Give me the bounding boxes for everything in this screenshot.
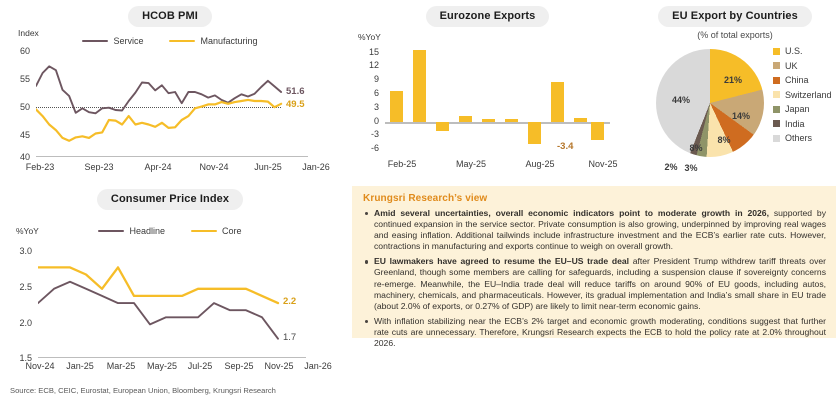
hcob-pmi-endlabel-service: 51.6 — [286, 86, 305, 97]
xtick: Feb-23 — [25, 162, 55, 172]
pie-label-japan: 3% — [684, 163, 698, 173]
ytick: 12 — [368, 60, 379, 70]
pie-legend-item-uk — [773, 59, 832, 74]
legend-swatch-service — [82, 40, 108, 43]
exports-y-unit: %YoY — [358, 32, 381, 42]
pie-title: EU Export by Countries — [658, 6, 812, 27]
xtick: Nov-25 — [588, 159, 618, 169]
bar — [390, 91, 403, 122]
exports-plot — [385, 45, 610, 153]
cpi-yaxis — [0, 186, 32, 386]
source-note: Source: ECB, CEIC, Eurostat, European Union, Bloomberg, Krungsri Research — [10, 386, 276, 395]
series-line-service — [36, 66, 281, 113]
pie-legend-item-china — [773, 73, 832, 88]
hcob-pmi-yaxis — [0, 0, 30, 182]
pie-legend-label-switzerland: Switzerland — [785, 89, 832, 100]
research-bullet-3-rest: With inflation stabilizing near the ECB’s 2% target and economic growth moderating, conditions suggest that further rate cuts are unnecessary. Therefore, Krungsri Research expects the ECB to hold the policy rate at 2.0% throughout 2026. — [374, 315, 826, 349]
hcob-pmi-lines — [36, 45, 308, 157]
research-bullet-list — [363, 208, 826, 349]
hcob-pmi-y-unit: Index — [18, 28, 39, 38]
cpi-legend — [75, 226, 265, 236]
cpi-title: Consumer Price Index — [97, 189, 243, 210]
hcob-pmi-xaxis — [0, 162, 340, 178]
pie-label-others: 44% — [671, 95, 691, 105]
bar — [591, 122, 604, 140]
xtick: Nov-24 — [199, 162, 229, 172]
ytick: 2.0 — [19, 318, 32, 328]
eurozone-exports-panel — [345, 0, 630, 182]
xtick: Sep-23 — [84, 162, 114, 172]
research-bullet-1 — [363, 208, 826, 252]
pie-legend-label-japan: Japan — [785, 104, 810, 115]
ytick: 3.0 — [19, 246, 32, 256]
legend-swatch-manufacturing — [169, 40, 195, 43]
cpi-title-wrap — [0, 189, 340, 210]
ytick: 40 — [19, 152, 30, 162]
pie-legend-label-china: China — [785, 75, 809, 86]
ytick: 55 — [19, 74, 30, 84]
pie-title-wrap — [630, 6, 840, 27]
pie-legend-swatch-switzerland — [773, 91, 780, 98]
eu-export-countries-panel — [630, 0, 840, 182]
research-heading: Krungsri Research’s view — [363, 193, 488, 204]
legend-swatch-headline — [98, 230, 124, 233]
legend-label-core: Core — [222, 226, 242, 236]
xtick: May-25 — [455, 159, 487, 169]
ytick: 9 — [373, 74, 379, 84]
pie-legend-item-japan — [773, 102, 832, 117]
krungsri-research-view-box — [352, 186, 836, 349]
pie-legend-swatch-india — [773, 120, 780, 127]
xtick: Aug-25 — [525, 159, 555, 169]
ytick: 0 — [373, 116, 379, 126]
cpi-endlabel-headline: 1.7 — [283, 332, 297, 343]
ytick: 50 — [19, 102, 30, 112]
pie-legend-item-switzerland — [773, 88, 832, 103]
research-bullet-2-rest: after President Trump withdrew tariff threats over Greenland, though some members are calling for safeguards, including a suspension clause if sovereignty concerns re-emerge. Meanwhile, the EU–India trade deal will reduce tariffs on around 90% of EU goods, including autos, machinery, chemicals, and pharmaceuticals. However, its gradual implementation and India’s small share in EU trade (about 2.0% of exports, or 0.27% of GDP) are likely to limit near-term economic gains. — [374, 256, 827, 311]
research-bullet-3 — [363, 316, 826, 349]
xtick: Nov-24 — [25, 361, 55, 371]
pie-label-uk: 14% — [731, 111, 751, 121]
research-bullet-2-bold: EU lawmakers have agreed to resume the EU–US trade deal — [374, 256, 630, 267]
ytick: 45 — [19, 130, 30, 140]
cpi-panel — [0, 186, 340, 386]
exports-xaxis — [345, 159, 630, 175]
research-bullet-1-bold: Amid several uncertainties, overall economic indicators point to moderate growth in 2026, — [374, 208, 769, 218]
pie-legend-swatch-china — [773, 77, 780, 84]
xtick: Feb-25 — [387, 159, 417, 169]
cpi-endlabel-core: 2.2 — [283, 296, 297, 307]
bar — [459, 116, 472, 122]
legend-swatch-core — [191, 230, 217, 233]
xtick: Mar-25 — [106, 361, 136, 371]
ytick: 60 — [19, 46, 30, 56]
pie-subtitle: (% of total exports) — [697, 30, 773, 40]
cpi-lines — [38, 246, 310, 358]
pie-legend-swatch-uk — [773, 62, 780, 69]
pie-label-switzerland: 8% — [689, 143, 703, 153]
ytick: 6 — [373, 88, 379, 98]
pie-label-china: 8% — [717, 135, 731, 145]
xtick: Jun-25 — [254, 162, 282, 172]
exports-title-wrap — [345, 6, 630, 27]
bar — [528, 122, 541, 144]
legend-item-headline — [98, 226, 165, 236]
bar — [551, 82, 564, 122]
pie-legend-label-us: U.S. — [785, 46, 803, 57]
series-line-headline — [38, 282, 278, 339]
pie-legend-swatch-others — [773, 135, 780, 142]
hcob-pmi-panel — [0, 0, 340, 182]
research-bullet-2 — [363, 256, 826, 311]
bar — [574, 118, 587, 122]
pie-legend-label-india: India — [785, 118, 805, 129]
xtick: Jan-26 — [304, 361, 332, 371]
pie-legend-swatch-us — [773, 48, 780, 55]
bar — [436, 122, 449, 131]
pie-legend-swatch-japan — [773, 106, 780, 113]
pie-legend-item-us — [773, 44, 832, 59]
cpi-y-unit: %YoY — [16, 226, 39, 236]
legend-item-core — [191, 226, 242, 236]
legend-label-service: Service — [113, 36, 144, 46]
ytick: 15 — [368, 47, 379, 57]
pie-label-us: 21% — [723, 75, 743, 85]
legend-label-headline: Headline — [129, 226, 165, 236]
bar — [413, 50, 426, 123]
pie-legend-label-uk: UK — [785, 60, 798, 71]
exports-title: Eurozone Exports — [426, 6, 550, 27]
pie-legend-item-india — [773, 117, 832, 132]
exports-zero-line — [385, 122, 610, 124]
ytick: 1.5 — [19, 353, 32, 363]
ytick: -3 — [370, 129, 379, 139]
exports-yaxis — [345, 0, 379, 182]
xtick: Jul-25 — [187, 361, 213, 371]
pie-legend — [773, 44, 832, 146]
hcob-pmi-title-wrap — [0, 6, 340, 27]
bar — [482, 119, 495, 123]
ytick: 3 — [373, 102, 379, 112]
research-bullet-1-rest: supported by continued expansion in the service sector. Private consumption is also growing, underpinned by improving real wages and easing inflation. Additional tailwinds include infrastructure investment and the ECB’s earlier rate cuts. However, contractions in manufacturing and exports continue to weigh on overall growth. — [374, 208, 826, 252]
pie-legend-item-others — [773, 131, 832, 146]
xtick: Sep-25 — [224, 361, 254, 371]
ytick: -6 — [370, 143, 379, 153]
xtick: Apr-24 — [144, 162, 172, 172]
hcob-pmi-title: HCOB PMI — [128, 6, 212, 27]
pie-legend-label-others: Others — [785, 133, 813, 144]
hcob-pmi-plot — [36, 45, 308, 157]
bar — [505, 119, 518, 122]
xtick: May-25 — [146, 361, 178, 371]
cpi-plot — [38, 246, 310, 358]
exports-annotation-nov25: -3.4 — [557, 141, 574, 152]
xtick: Nov-25 — [264, 361, 294, 371]
hcob-pmi-endlabel-manufacturing: 49.5 — [286, 99, 305, 110]
pie-label-india: 2% — [664, 162, 678, 172]
ytick: 2.5 — [19, 282, 32, 292]
series-line-core — [38, 267, 278, 303]
cpi-xaxis — [0, 361, 340, 377]
xtick: Jan-26 — [302, 162, 330, 172]
xtick: Jan-25 — [66, 361, 94, 371]
legend-label-manufacturing: Manufacturing — [200, 36, 258, 46]
